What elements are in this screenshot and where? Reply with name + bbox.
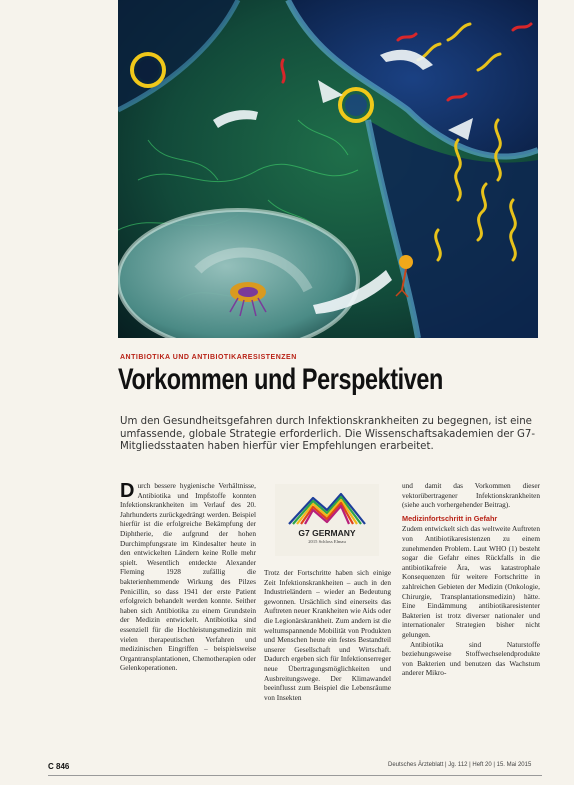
page-number: C 846 — [48, 762, 70, 771]
article-lead: Um den Gesundheitsgefahren durch Infektionskrankheiten zu begegnen, ist eine umfassende, globale Strategie erforderlich. Die Wissenschaftsakademien der G7-Mitgliedsstaaten haben hierfür vier Empfehlungen erarbeitet. — [120, 416, 536, 453]
article-title: Vorkommen und Perspektiven — [118, 363, 443, 396]
body-column-2: Trotz der Fortschritte haben sich einige Zeit Infektionskrankheiten – auch in den Industrieländern – wieder an Bedeutung gewonnen. Ursächlich sind einerseits das Auftreten neuer Krankheiten wie Aids oder die Legionärskrankheit. Zum andern ist die weltumspannende Mobilität von Produkten und Menschen heute ein festes Bestandteil unserer Gesellschaft und Wirtschaft. Dadurch ergeben sich für Infektionserreger neue Übertragungsmöglichkeiten und Ausbreitungswege. Der Klimawandel beeinflusst zum Beispiel die Lebensräume von Insekten — [264, 568, 391, 702]
g7-germany-logo — [275, 484, 379, 556]
body-column-3 — [402, 481, 540, 678]
section-kicker: ANTIBIOTIKA UND ANTIBIOTIKARESISTENZEN — [120, 354, 297, 361]
g7-mountain-icon — [275, 484, 379, 528]
subheading: Medizinfortschritt in Gefahr — [402, 513, 498, 523]
footer-rule — [48, 775, 542, 776]
g7-logo-subtitle: 2015 Schloss Elmau — [308, 539, 346, 544]
column-3-text-c: Antibiotika sind Naturstoffe beziehungsweise Stoffwechselendprodukte von Bakterien und benutzen das Wachstum anderer Mikro- — [402, 639, 540, 678]
cover-illustration — [118, 0, 538, 338]
column-1-text: urch bessere hygienische Verhältnisse, Antibiotika und Impfstoffe konnten Infektionskrankheiten im Verlauf des 20. Jahrhunderts zurückgedrängt werden. Beispiel hierfür ist die erfolgreiche Bekämpfung der Diphtherie, die aufgrund der hohen Durchimpfungsrate im Kindesalter heute in den entwickelten Ländern keine Rolle mehr spielt. Wesentlich entdeckte Alexander Fleming 1928 zufällig die bakterienhemmende Wirkung des Pilzes Penicillin, so dass 1941 der erste Patient erfolgreich behandelt werden konnte. Seither haben sich Antibiotika zu einem Grundstein der Medizin entwickelt. Antibiotika sind essenziell für die Hochleistungsmedizin mit vielen therapeutischen Verfahren und medizinischen Eingriffen – beispielsweise Organtransplantationen, Chemotherapien oder Gelenkoperationen. — [120, 481, 256, 673]
column-3-text-b: Zudem entwickelt sich das weltweite Auftreten von Antibiotikaresistenzen zu einem zunehmenden Problem. Laut WHO (1) besteht sogar die Gefahr eines Rückfalls in die antibiotikafreie Ära, was katastrophale Konsequenzen für weitere Fortschritte in zahlreichen Gebieten der Medizin (Onkologie, Chirurgie, Transplantationsmedizin) hätte. Eine Eindämmung antibiotikaresistenter Bakterien ist trotz diverser nationaler und internationaler Strategien bisher nicht gelungen. — [402, 524, 540, 639]
column-3-text-a: und damit das Vorkommen dieser vektorübertragener Infektionskrankheiten (siehe auch vorhergehender Beitrag). — [402, 481, 540, 510]
drop-cap: D — [120, 480, 135, 502]
journal-footer: Deutsches Ärzteblatt | Jg. 112 | Heft 20 | 15. Mai 2015 — [388, 762, 532, 768]
g7-logo-text: G7 GERMANY — [298, 528, 356, 538]
body-column-1 — [120, 481, 256, 673]
